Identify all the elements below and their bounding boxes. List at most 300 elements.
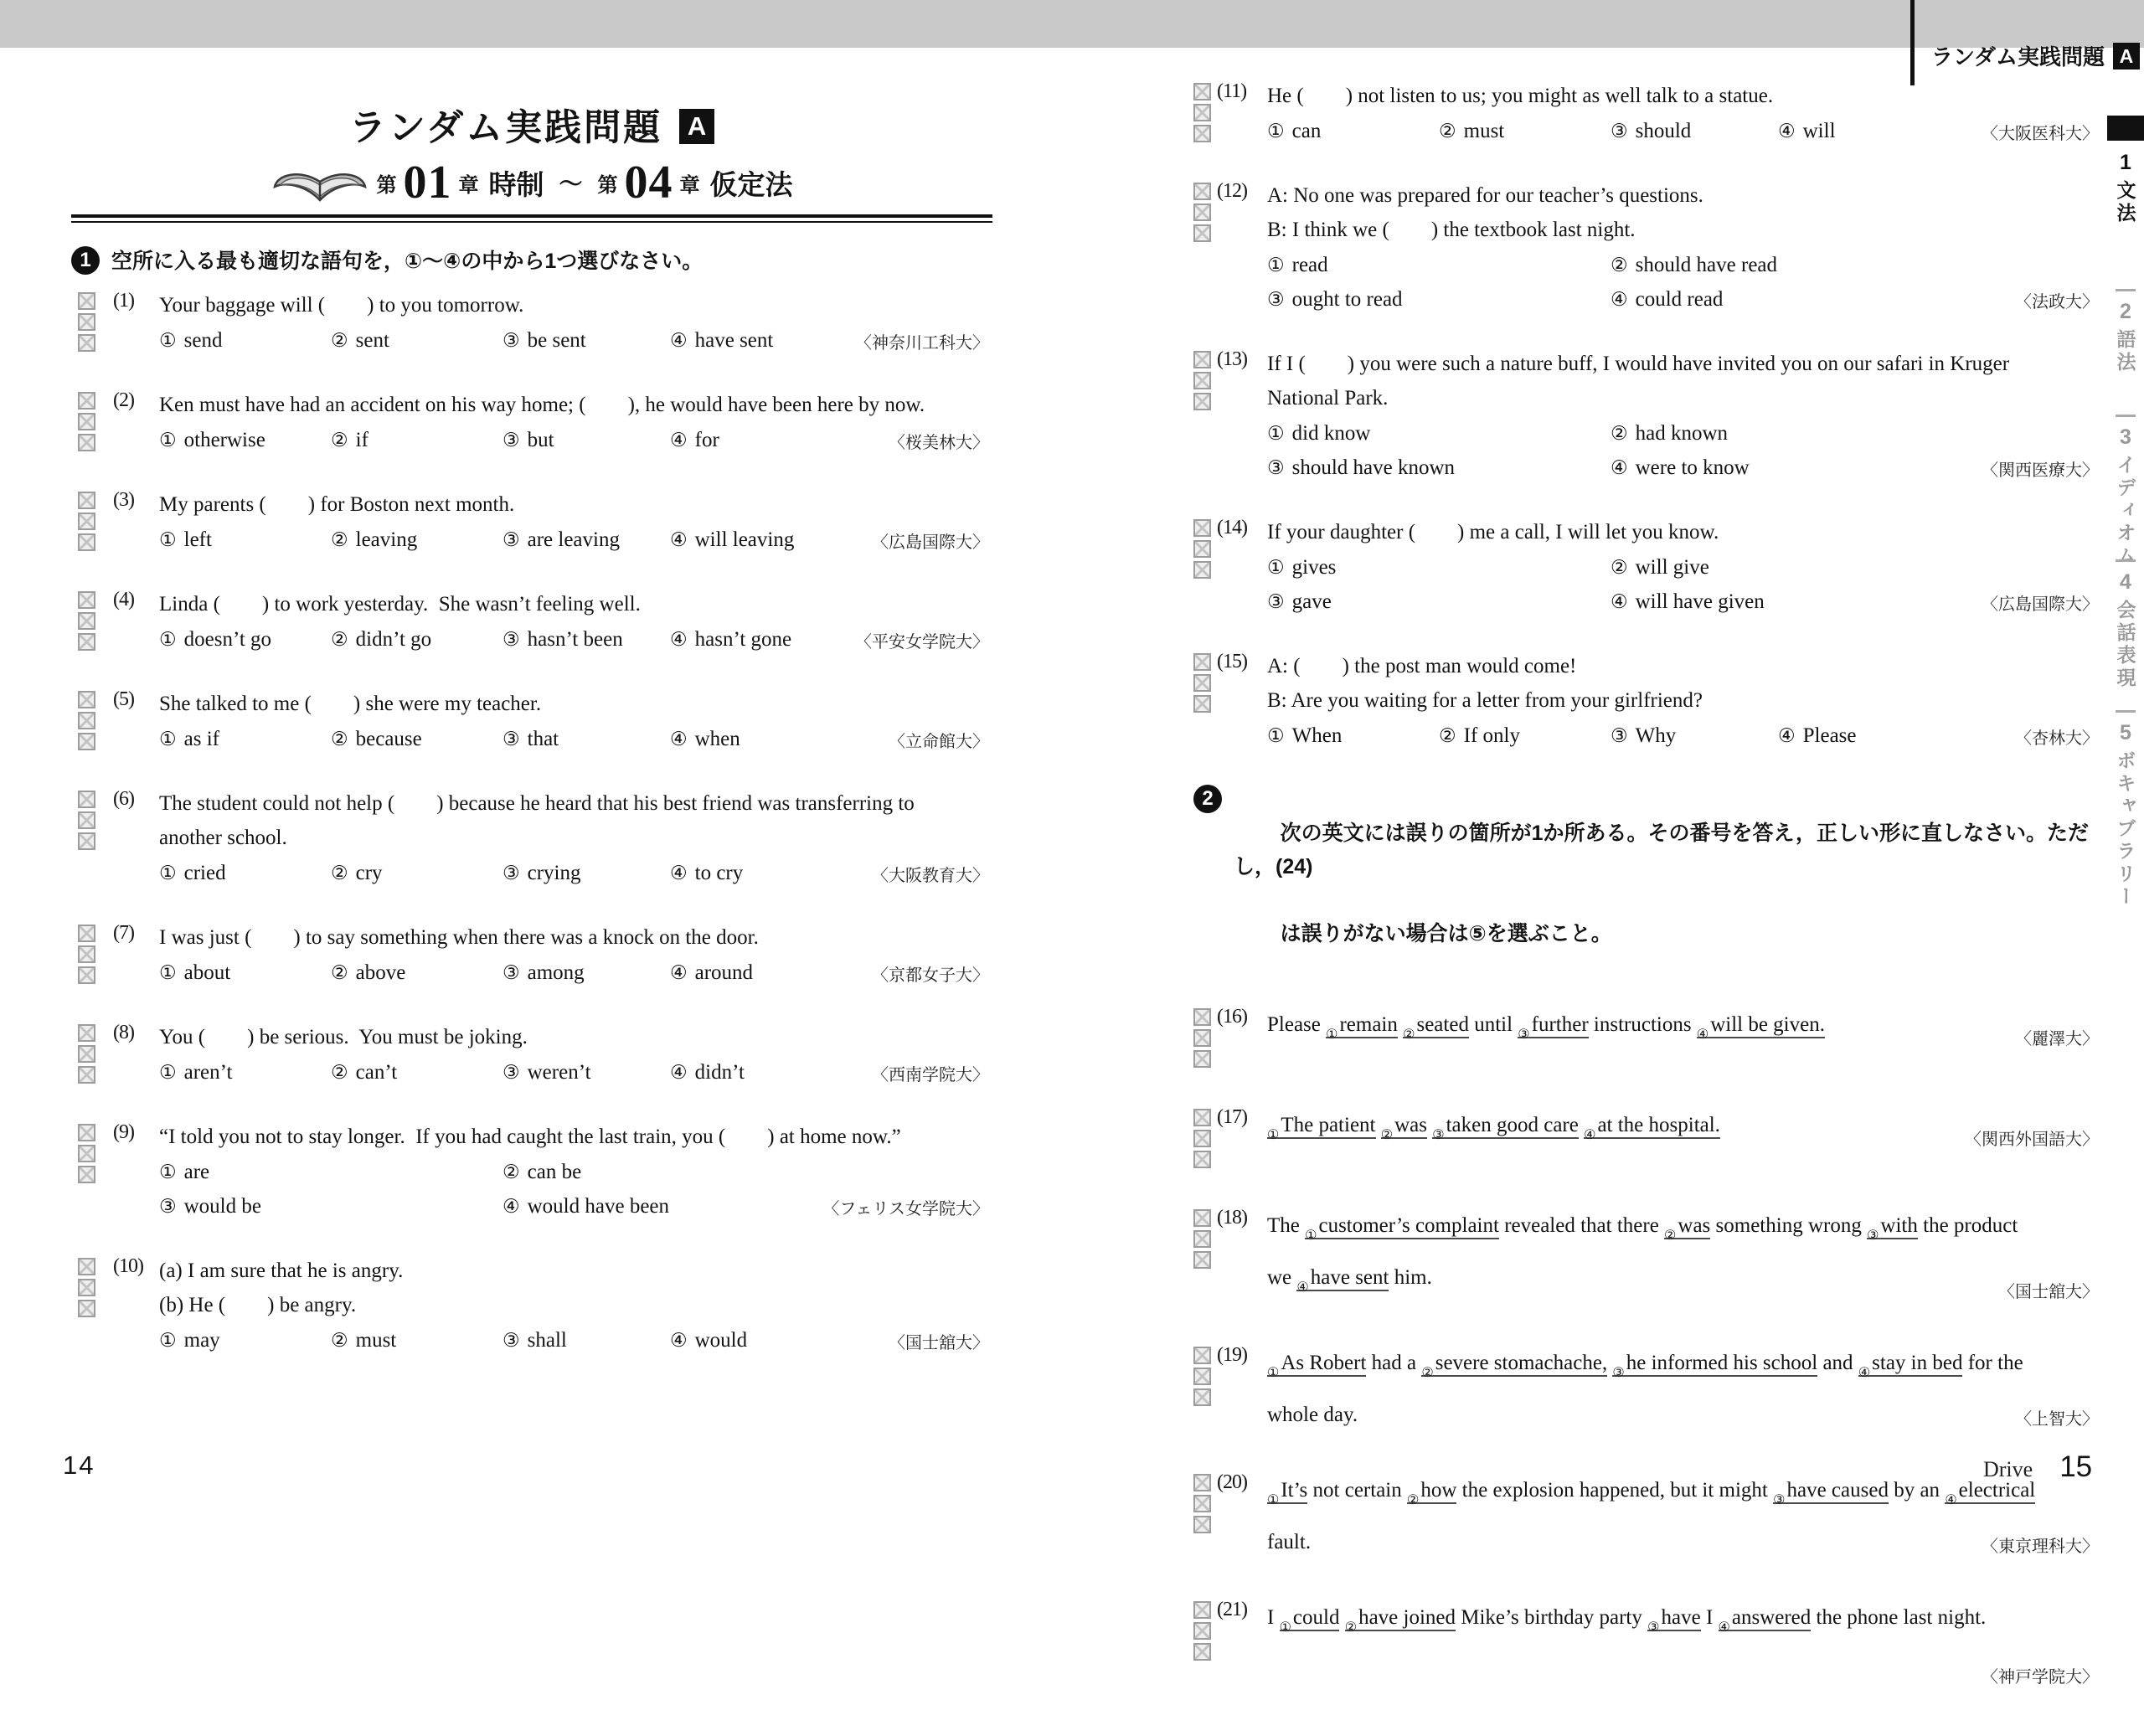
segment-number: ② [1380, 1128, 1394, 1142]
question-number: (11) [1217, 80, 1247, 102]
underlined-segment: $_④$at the hospital. [1584, 1114, 1720, 1142]
option-label: should have known [1291, 456, 1456, 479]
answer-checkboxes [1193, 1008, 1211, 1068]
option-label: would be [183, 1195, 261, 1218]
top-edge-bar [0, 0, 2144, 48]
answer-checkbox [1193, 1109, 1211, 1126]
option [331, 323, 502, 358]
footer-right [1983, 1450, 2092, 1484]
option-label: cried [183, 862, 226, 884]
option [159, 856, 331, 890]
answer-checkbox [78, 945, 95, 963]
answer-checkbox [1193, 1251, 1211, 1269]
answer-checkbox [78, 712, 95, 729]
option [502, 622, 670, 657]
question-number: (19) [1217, 1344, 1247, 1366]
underlined-segment: $_②$have joined [1344, 1606, 1456, 1635]
underlined-segment: $_①$It’s [1267, 1479, 1308, 1507]
question-number: (10) [113, 1255, 143, 1277]
option [159, 523, 331, 557]
option-mark: ① [159, 629, 177, 650]
answer-checkboxes [1193, 183, 1211, 242]
chapter2-suffix: 章 [679, 173, 700, 197]
question-list-right-sec2 [1193, 1004, 2102, 1687]
answer-checkbox [78, 691, 95, 708]
question-text: $_①$As Robert had a $_②$severe stomachache, $_③$he informed his school and $_④$stay in bed for the [1267, 1352, 2023, 1380]
answer-checkbox [1193, 183, 1211, 200]
question-text: (b) He ( ) be angry. [159, 1294, 357, 1316]
option-mark: ④ [670, 729, 688, 750]
option-mark: ④ [670, 629, 688, 650]
sidebar-tab-3 [2107, 415, 2144, 568]
answer-checkboxes [1193, 1474, 1211, 1533]
option-label: were to know [1635, 456, 1750, 479]
segment-number: ② [1407, 1493, 1420, 1507]
segment-number: ④ [1718, 1620, 1730, 1635]
question-number: (5) [113, 688, 134, 710]
question-number: (3) [113, 489, 134, 511]
option-mark: ① [1267, 121, 1285, 142]
option-label: Please [1802, 724, 1857, 747]
segment-number: ④ [1296, 1280, 1309, 1295]
question-number: (15) [1217, 651, 1247, 672]
answer-checkbox [1193, 83, 1211, 100]
option [1267, 282, 1611, 317]
answer-checkbox [78, 1045, 95, 1063]
answer-checkbox [78, 513, 95, 530]
chapter1-suffix: 章 [458, 173, 479, 197]
segment-number: ③ [1867, 1229, 1879, 1243]
option-mark: ④ [670, 529, 688, 550]
option-label: didn’t go [355, 628, 432, 651]
answer-checkboxes [1193, 1209, 1211, 1269]
underlined-segment: $_③$taken good care [1432, 1114, 1579, 1142]
option-mark: ③ [1267, 591, 1285, 612]
option [159, 423, 331, 457]
question-(13) [1193, 347, 2102, 485]
answer-checkbox [78, 492, 95, 509]
option [502, 956, 670, 990]
segment-number: ② [1403, 1028, 1415, 1042]
underlined-segment: $_②$was [1664, 1214, 1711, 1243]
answer-checkbox [1193, 1029, 1211, 1047]
sidebar-tab-4 [2107, 559, 2144, 690]
segment-number: ③ [1773, 1493, 1786, 1507]
option-mark: ④ [670, 330, 688, 351]
option-label: would have been [527, 1195, 670, 1218]
option [1267, 585, 1611, 619]
option-mark: ③ [502, 330, 520, 351]
option [1267, 248, 1611, 282]
answer-checkbox [78, 292, 95, 310]
option-label: gives [1291, 556, 1337, 579]
source-label: 〈西南学院大〉 [872, 1066, 989, 1084]
question-(17) [1193, 1105, 2102, 1156]
segment-number: ② [1664, 1229, 1677, 1243]
answer-checkbox [78, 1166, 95, 1183]
option [331, 1323, 502, 1357]
question-(21) [1193, 1597, 2102, 1687]
section2-instruction-line2: は誤りがない場合は⑤を選ぶこと。 [1280, 922, 1612, 945]
option [502, 856, 670, 890]
sidebar-tab-2 [2107, 289, 2144, 374]
answer-checkbox [1193, 1230, 1211, 1248]
question-number: (12) [1217, 180, 1247, 202]
option-mark: ② [331, 863, 348, 883]
answer-checkbox [78, 591, 95, 609]
segment-number: ③ [1432, 1128, 1445, 1142]
segment-number: ④ [1858, 1366, 1871, 1380]
chapter-range-row [71, 157, 992, 209]
answer-checkbox [1193, 351, 1211, 368]
underlined-segment: $_④$answered [1718, 1606, 1812, 1635]
sidebar-tab-5 [2107, 710, 2144, 909]
question-text: You ( ) be serious. You must be joking. [159, 1026, 528, 1048]
option [331, 622, 502, 657]
options [159, 1055, 992, 1090]
option-label: for [694, 429, 719, 451]
option-mark: ③ [502, 1330, 520, 1351]
question-text: Your baggage will ( ) to you tomorrow. [159, 294, 524, 317]
option-mark: ③ [502, 1062, 520, 1083]
answer-checkbox [1193, 1643, 1211, 1661]
running-title: ランダム実践問題 [1931, 44, 2105, 70]
question-number: (7) [113, 922, 134, 944]
option [502, 523, 670, 557]
options [159, 423, 992, 457]
option [1267, 719, 1439, 753]
segment-number: ④ [1584, 1128, 1596, 1142]
option-mark: ③ [1267, 457, 1285, 478]
answer-checkboxes [1193, 519, 1211, 579]
option-mark: ① [159, 962, 177, 983]
underlined-segment: $_④$electrical [1945, 1479, 2036, 1507]
chapter2-prefix: 第 [597, 173, 618, 197]
option-label: will leaving [694, 528, 795, 551]
option-label: that [527, 728, 559, 750]
option-label: doesn’t go [183, 628, 272, 651]
answer-checkbox [1193, 224, 1211, 242]
option-label: be sent [527, 329, 586, 352]
underlined-segment: $_③$further [1518, 1013, 1589, 1042]
segment-number: ③ [1647, 1620, 1660, 1635]
answer-checkbox [1193, 1347, 1211, 1364]
option-mark: ③ [502, 863, 520, 883]
question-text: I $_①$could $_②$have joined Mike’s birthday party $_③$have I $_④$answered the phone last night. [1267, 1606, 1987, 1635]
sidebar-tab-number: 1 [2120, 151, 2131, 174]
options [159, 523, 992, 557]
option-mark: ② [1611, 255, 1628, 276]
question-number: (2) [113, 389, 134, 411]
section1-header [71, 245, 992, 278]
section2-number-icon: 2 [1193, 785, 1222, 813]
segment-number: ③ [1612, 1366, 1625, 1380]
question-text: She talked to me ( ) she were my teacher. [159, 693, 542, 715]
source-label: 〈大阪医科大〉 [1982, 125, 2099, 143]
question-text: If I ( ) you were such a nature buff, I would have invited you on our safari in Kruger [1267, 353, 2010, 375]
option-label: have sent [694, 329, 774, 352]
answer-checkbox [78, 1300, 95, 1317]
underlined-segment: $_③$have caused [1773, 1479, 1889, 1507]
footer-brand: Drive [1983, 1457, 2033, 1481]
question-number: (16) [1217, 1006, 1247, 1028]
underlined-segment: $_④$have sent [1296, 1266, 1389, 1295]
option [502, 722, 670, 756]
option [331, 856, 502, 890]
option-label: when [694, 728, 740, 750]
option [502, 423, 670, 457]
question-text: National Park. [1267, 387, 1389, 410]
option-mark: ④ [670, 1062, 688, 1083]
answer-checkbox [1193, 203, 1211, 221]
option [502, 1055, 670, 1090]
option-mark: ② [331, 330, 348, 351]
underlined-segment: $_①$could [1279, 1606, 1340, 1635]
answer-checkbox [78, 791, 95, 808]
question-text: Ken must have had an accident on his way home; ( ), he would have been here by now. [159, 394, 925, 416]
source-label: 〈麗澤大〉 [2015, 1030, 2099, 1048]
answer-checkbox [78, 733, 95, 750]
answer-checkboxes [78, 791, 95, 850]
underlined-segment: $_③$with [1867, 1214, 1918, 1243]
option-label: could read [1635, 288, 1724, 311]
source-label: 〈神戸学院大〉 [1982, 1668, 2099, 1687]
question-text: I was just ( ) to say something when there was a knock on the door. [159, 926, 759, 949]
answer-checkboxes [78, 925, 95, 984]
open-book-icon [271, 160, 369, 205]
source-label: 〈フェリス女学院大〉 [822, 1200, 989, 1218]
option [1611, 550, 2102, 585]
sidebar-tab-label: 会話表現 [2114, 600, 2136, 690]
chapter2-number: 04 [624, 157, 673, 209]
option-label: When [1291, 724, 1343, 747]
question-(9) [71, 1120, 992, 1223]
answer-checkbox [78, 811, 95, 829]
answer-checkbox [1193, 561, 1211, 579]
question-(2) [71, 388, 992, 457]
underlined-segment: $_①$customer’s complaint [1305, 1214, 1499, 1243]
option-mark: ③ [502, 729, 520, 750]
question-(18) [1193, 1205, 2102, 1309]
question-(7) [71, 920, 992, 990]
answer-checkbox [1193, 695, 1211, 713]
answer-checkbox [1193, 1008, 1211, 1026]
question-number: (1) [113, 290, 134, 312]
sidebar-tab-number: 5 [2107, 710, 2144, 745]
source-label: 〈平安女学院大〉 [855, 633, 989, 652]
option [331, 523, 502, 557]
option-label: hasn’t been [527, 628, 623, 651]
option-mark: ④ [1778, 121, 1796, 142]
options [159, 722, 992, 756]
option-label: are [183, 1161, 210, 1183]
source-label: 〈広島国際大〉 [872, 533, 989, 552]
question-(11) [1193, 79, 2102, 148]
option-mark: ④ [1611, 289, 1628, 310]
answer-checkbox [1193, 1474, 1211, 1491]
question-text: Please $_①$remain $_②$seated until $_③$further instructions $_④$will be given. [1267, 1013, 1825, 1042]
option [1439, 719, 1611, 753]
source-label: 〈杏林大〉 [2015, 729, 2099, 748]
segment-number: ② [1344, 1620, 1358, 1635]
option [1611, 114, 1778, 148]
option-label: must [355, 1329, 397, 1352]
option-mark: ④ [1611, 457, 1628, 478]
option-label: can’t [355, 1061, 398, 1084]
option-label: among [527, 961, 585, 984]
source-label: 〈神奈川工科大〉 [855, 334, 989, 353]
answer-checkbox [1193, 372, 1211, 389]
answer-checkboxes [1193, 83, 1211, 142]
option [331, 956, 502, 990]
source-label: 〈上智大〉 [2015, 1410, 2099, 1429]
source-label: 〈広島国際大〉 [1982, 595, 2099, 614]
section2-header [1193, 783, 2102, 984]
question-(4) [71, 587, 992, 657]
option-mark: ③ [1267, 289, 1285, 310]
answer-checkboxes [78, 1024, 95, 1084]
question-(15) [1193, 649, 2102, 753]
underlined-segment: $_②$was [1380, 1114, 1427, 1142]
answer-checkbox [78, 612, 95, 630]
option-label: are leaving [527, 528, 620, 551]
source-label: 〈関西外国語大〉 [1965, 1131, 2099, 1149]
page-right [1193, 50, 2102, 1736]
option [502, 323, 670, 358]
source-label: 〈法政大〉 [2015, 293, 2099, 312]
option [1611, 248, 2102, 282]
answer-checkboxes [1193, 653, 1211, 713]
option-label: gave [1291, 590, 1332, 613]
segment-number: ① [1305, 1229, 1317, 1243]
option [1267, 550, 1611, 585]
answer-checkboxes [78, 392, 95, 451]
option-mark: ① [159, 330, 177, 351]
answer-checkbox [1193, 1151, 1211, 1168]
option-label: ought to read [1291, 288, 1403, 311]
question-(10) [71, 1254, 992, 1357]
option [1611, 719, 1778, 753]
segment-number: ④ [1696, 1028, 1709, 1042]
segment-number: ② [1421, 1366, 1434, 1380]
question-text: “I told you not to stay longer. If you had caught the last train, you ( ) at home now.” [159, 1126, 901, 1148]
answer-checkbox [1193, 1050, 1211, 1068]
options [1267, 248, 2102, 317]
option [331, 722, 502, 756]
options [1267, 550, 2102, 619]
option-label: will [1802, 120, 1836, 142]
active-tab-indicator [2107, 116, 2144, 141]
underlined-segment: $_①$As Robert [1267, 1352, 1367, 1380]
option-label: cry [355, 862, 383, 884]
option-mark: ② [331, 430, 348, 451]
option-label: left [183, 528, 212, 551]
option-label: otherwise [183, 429, 265, 451]
question-text: (a) I am sure that he is angry. [159, 1260, 404, 1282]
option-label: above [355, 961, 406, 984]
option-mark: ③ [1611, 725, 1628, 746]
option [1267, 416, 1611, 451]
segment-number: ③ [1518, 1028, 1530, 1042]
source-label: 〈立命館大〉 [889, 733, 989, 751]
option [1439, 114, 1611, 148]
question-(6) [71, 786, 992, 890]
answer-checkbox [1193, 1368, 1211, 1385]
option-mark: ② [331, 529, 348, 550]
option-mark: ③ [502, 529, 520, 550]
option-mark: ④ [670, 863, 688, 883]
answer-checkbox [1193, 653, 1211, 671]
underlined-segment: $_③$he informed his school [1612, 1352, 1818, 1380]
option-label: did know [1291, 422, 1371, 445]
answer-checkboxes [1193, 351, 1211, 410]
option-mark: ③ [1611, 121, 1628, 142]
question-number: (6) [113, 788, 134, 810]
option-label: can be [527, 1161, 582, 1183]
option-mark: ② [331, 962, 348, 983]
option [502, 1155, 992, 1189]
sidebar-tab-label: 語法 [2114, 329, 2136, 374]
option-mark: ④ [502, 1196, 520, 1217]
answer-checkboxes [1193, 1601, 1211, 1661]
answer-checkbox [1193, 519, 1211, 537]
answer-checkbox [78, 1279, 95, 1296]
option-label: If only [1463, 724, 1520, 747]
answer-checkbox [1193, 540, 1211, 558]
option [159, 323, 331, 358]
question-(1) [71, 288, 992, 358]
option [159, 722, 331, 756]
option-mark: ① [159, 1062, 177, 1083]
option-label: may [183, 1329, 220, 1352]
question-(16) [1193, 1004, 2102, 1056]
options [1267, 416, 2102, 485]
question-number: (8) [113, 1022, 134, 1043]
chapter1-name: 時制 [488, 168, 544, 200]
question-text: The $_①$customer’s complaint revealed that there $_②$was something wrong $_③$with the product [1267, 1214, 2018, 1243]
answer-checkboxes [1193, 1109, 1211, 1168]
sidebar-tab-number: 2 [2107, 289, 2144, 324]
title-row [71, 59, 992, 151]
underlined-segment: $_①$The patient [1267, 1114, 1376, 1142]
option-label: read [1291, 254, 1328, 276]
question-text: The student could not help ( ) because he heard that his best friend was transferring to [159, 792, 915, 815]
option [1267, 451, 1611, 485]
option-label: around [694, 961, 754, 984]
answer-checkbox [78, 1024, 95, 1042]
sidebar-tab-label: イディオム [2114, 455, 2136, 568]
segment-number: ① [1267, 1366, 1280, 1380]
option-label: but [527, 429, 554, 451]
option-mark: ① [159, 529, 177, 550]
question-text: If your daughter ( ) me a call, I will let you know. [1267, 521, 1719, 543]
question-text: $_①$It’s not certain $_②$how the explosion happened, but it might $_③$have caused by an $_④$electrical [1267, 1479, 2036, 1507]
option-label: can [1291, 120, 1322, 142]
answer-checkbox [78, 533, 95, 551]
sidebar-tab-label: 文法 [2114, 180, 2136, 225]
source-label: 〈桜美林大〉 [889, 434, 989, 452]
option [159, 1055, 331, 1090]
answer-checkbox [78, 1066, 95, 1084]
question-number: (17) [1217, 1106, 1247, 1128]
question-text: A: ( ) the post man would come! [1267, 655, 1577, 677]
answer-checkbox [78, 832, 95, 850]
question-text: we $_④$have sent him. [1267, 1266, 1432, 1295]
option-mark: ① [159, 1330, 177, 1351]
option-mark: ② [1611, 557, 1628, 578]
option-mark: ② [331, 729, 348, 750]
question-number: (20) [1217, 1471, 1247, 1493]
